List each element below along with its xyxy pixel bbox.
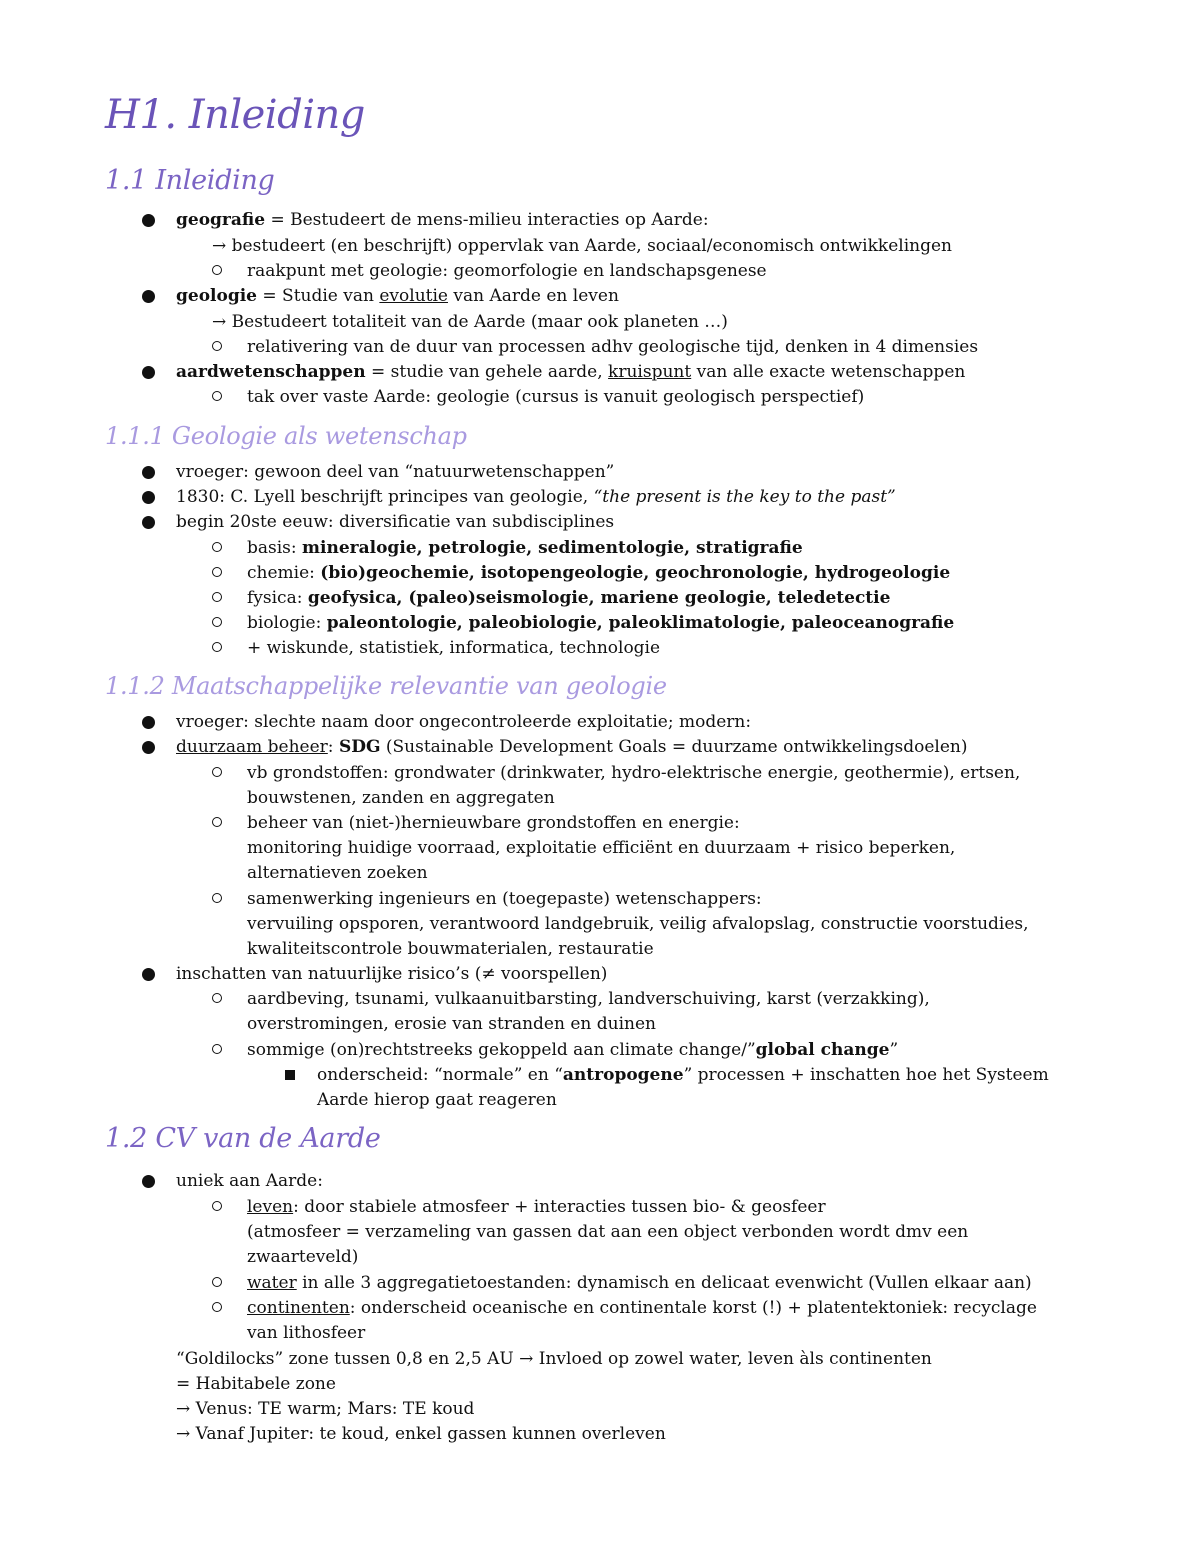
list-item: relativering van de duur van processen adhv geologische tijd, denken in 4 dimensies	[247, 337, 979, 357]
list-item: chemie: (bio)geochemie, isotopengeologie, geochronologie, hydrogeologie	[247, 563, 951, 583]
bullet-icon	[142, 741, 155, 754]
circle-bullet-icon	[212, 341, 222, 351]
chapter-title: H1. Inleiding	[105, 92, 365, 138]
list-item-cont: bouwstenen, zanden en aggregaten	[247, 788, 555, 808]
list-item: raakpunt met geologie: geomorfologie en landschapsgenese	[247, 261, 767, 281]
list-item: 1830: C. Lyell beschrijft principes van geologie, “the present is the key to the past”	[176, 487, 896, 507]
list-item: samenwerking ingenieurs en (toegepaste) wetenschappers:	[247, 889, 762, 909]
heading-1-1-2: 1.1.2 Maatschappelijke relevantie van geologie	[105, 672, 667, 700]
list-item: begin 20ste eeuw: diversificatie van subdisciplines	[176, 512, 615, 532]
bullet-icon	[142, 214, 155, 227]
list-item: → Bestudeert totaliteit van de Aarde (maar ook planeten …)	[212, 312, 728, 332]
circle-bullet-icon	[212, 1201, 222, 1211]
list-item: vb grondstoffen: grondwater (drinkwater, hydro-elektrische energie, geothermie), ertsen,	[247, 763, 1021, 783]
bullet-icon	[142, 716, 155, 729]
circle-bullet-icon	[212, 265, 222, 275]
circle-bullet-icon	[212, 592, 222, 602]
list-item-geografie: geografie = Bestudeert de mens-milieu interacties op Aarde:	[176, 210, 709, 230]
list-item: inschatten van natuurlijke risico’s (≠ voorspellen)	[176, 964, 608, 984]
list-item-cont: vervuiling opsporen, verantwoord landgebruik, veilig afvalopslag, constructie voorstudies,	[247, 914, 1029, 934]
circle-bullet-icon	[212, 391, 222, 401]
list-item-cont: monitoring huidige voorraad, exploitatie efficiënt en duurzaam + risico beperken,	[247, 838, 956, 858]
list-item-cont: zwaarteveld)	[247, 1247, 359, 1267]
circle-bullet-icon	[212, 642, 222, 652]
list-item-geologie: geologie = Studie van evolutie van Aarde en leven	[176, 286, 619, 306]
circle-bullet-icon	[212, 567, 222, 577]
circle-bullet-icon	[212, 893, 222, 903]
list-item: → bestudeert (en beschrijft) oppervlak van Aarde, sociaal/economisch ontwikkelingen	[212, 236, 952, 256]
bullet-icon	[142, 516, 155, 529]
heading-1-2: 1.2 CV van de Aarde	[105, 1123, 381, 1154]
circle-bullet-icon	[212, 617, 222, 627]
list-item-cont: van lithosfeer	[247, 1323, 366, 1343]
list-item: fysica: geofysica, (paleo)seismologie, mariene geologie, teledetectie	[247, 588, 891, 608]
circle-bullet-icon	[212, 1044, 222, 1054]
circle-bullet-icon	[212, 1302, 222, 1312]
circle-bullet-icon	[212, 767, 222, 777]
bullet-icon	[142, 491, 155, 504]
list-item: basis: mineralogie, petrologie, sedimentologie, stratigrafie	[247, 538, 803, 558]
circle-bullet-icon	[212, 993, 222, 1003]
list-item-cont: (atmosfeer = verzameling van gassen dat aan een object verbonden wordt dmv een	[247, 1222, 969, 1242]
heading-1-1-1: 1.1.1 Geologie als wetenschap	[105, 422, 467, 450]
circle-bullet-icon	[212, 542, 222, 552]
paragraph-line: = Habitabele zone	[176, 1374, 336, 1394]
list-item: vroeger: slechte naam door ongecontroleerde exploitatie; modern:	[176, 712, 752, 732]
list-item: continenten: onderscheid oceanische en continentale korst (!) + platentektoniek: recyclage	[247, 1298, 1037, 1318]
list-item: biologie: paleontologie, paleobiologie, paleoklimatologie, paleoceanografie	[247, 613, 955, 633]
bullet-icon	[142, 466, 155, 479]
square-bullet-icon	[285, 1070, 295, 1080]
list-item-cont: alternatieven zoeken	[247, 863, 428, 883]
list-item-cont: kwaliteitscontrole bouwmaterialen, restauratie	[247, 939, 654, 959]
list-item: tak over vaste Aarde: geologie (cursus is vanuit geologisch perspectief)	[247, 387, 865, 407]
paragraph-line: → Venus: TE warm; Mars: TE koud	[176, 1399, 475, 1419]
bullet-icon	[142, 290, 155, 303]
list-item: beheer van (niet-)hernieuwbare grondstoffen en energie:	[247, 813, 740, 833]
list-item-cont: overstromingen, erosie van stranden en duinen	[247, 1014, 656, 1034]
list-item: duurzaam beheer: SDG (Sustainable Development Goals = duurzame ontwikkelingsdoelen)	[176, 737, 968, 757]
bullet-icon	[142, 968, 155, 981]
list-item-cont: Aarde hierop gaat reageren	[317, 1090, 557, 1110]
paragraph-line: → Vanaf Jupiter: te koud, enkel gassen kunnen overleven	[176, 1424, 666, 1444]
list-item: leven: door stabiele atmosfeer + interacties tussen bio- & geosfeer	[247, 1197, 826, 1217]
list-item: water in alle 3 aggregatietoestanden: dynamisch en delicaat evenwicht (Vullen elkaar aan)	[247, 1273, 1032, 1293]
list-item: + wiskunde, statistiek, informatica, technologie	[247, 638, 661, 658]
list-item: onderscheid: “normale” en “antropogene” processen + inschatten hoe het Systeem	[317, 1065, 1049, 1085]
list-item: vroeger: gewoon deel van “natuurwetenschappen”	[176, 462, 615, 482]
heading-1-1: 1.1 Inleiding	[105, 165, 275, 196]
bullet-icon	[142, 1175, 155, 1188]
list-item-aardwetenschappen: aardwetenschappen = studie van gehele aarde, kruispunt van alle exacte wetenschappen	[176, 362, 966, 382]
circle-bullet-icon	[212, 1277, 222, 1287]
list-item: sommige (on)rechtstreeks gekoppeld aan climate change/”global change”	[247, 1040, 899, 1060]
bullet-icon	[142, 366, 155, 379]
list-item: aardbeving, tsunami, vulkaanuitbarsting, landverschuiving, karst (verzakking),	[247, 989, 930, 1009]
circle-bullet-icon	[212, 817, 222, 827]
paragraph-goldilocks: “Goldilocks” zone tussen 0,8 en 2,5 AU → Invloed op zowel water, leven àls continenten	[176, 1349, 932, 1369]
list-item: uniek aan Aarde:	[176, 1171, 323, 1191]
